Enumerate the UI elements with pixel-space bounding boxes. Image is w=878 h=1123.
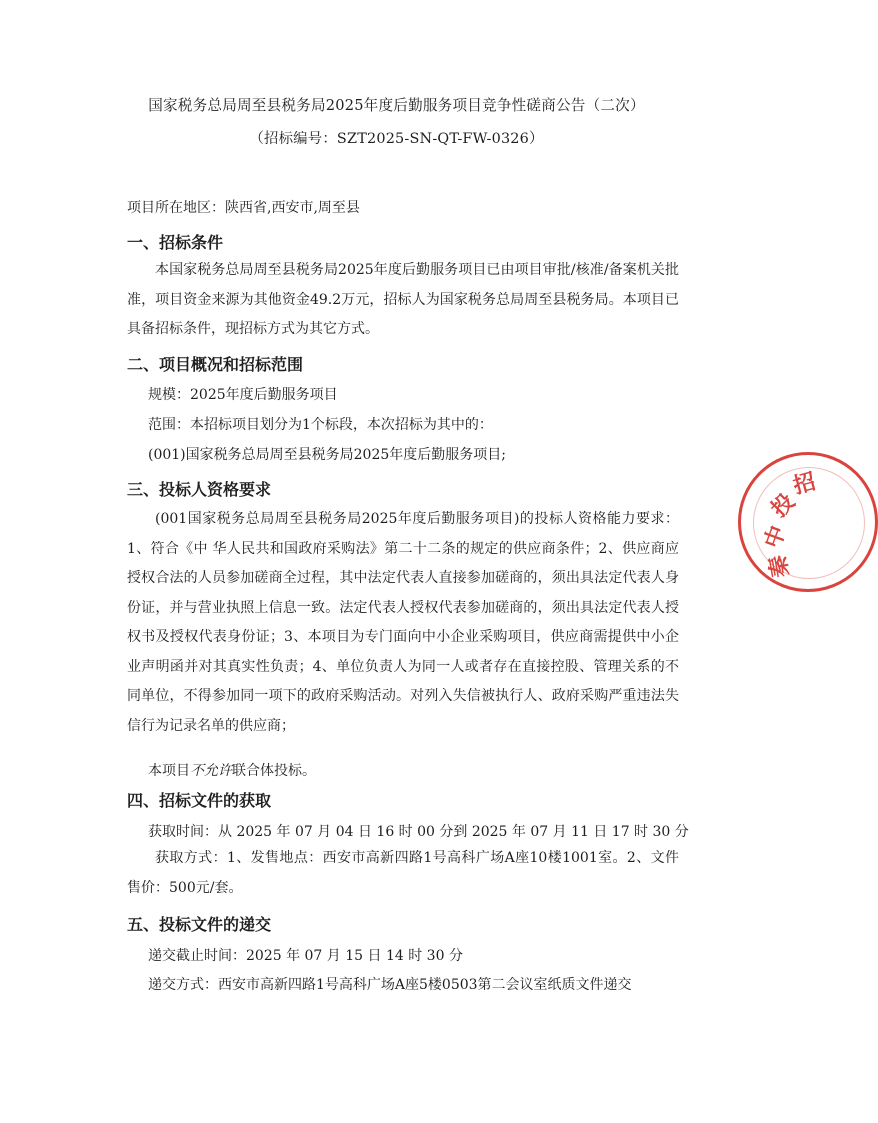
project-region: 项目所在地区：陕西省,西安市,周至县 bbox=[127, 200, 360, 216]
consortium-suffix: 联合体投标。 bbox=[232, 763, 316, 779]
section-5-deadline: 递交截止时间：2025 年 07 月 15 日 14 时 30 分 bbox=[148, 948, 463, 964]
bid-number: （招标编号：SZT2025-SN-QT-FW-0326） bbox=[249, 131, 544, 147]
section-5-heading: 五、投标文件的递交 bbox=[127, 915, 272, 934]
seal-char-4: 秦 bbox=[765, 553, 795, 580]
section-5-method: 递交方式：西安市高新四路1号高科广场A座5楼0503第二会议室纸质文件递交 bbox=[148, 977, 632, 993]
section-4-method: 获取方式：1、发售地点：西安市高新四路1号高科广场A座10楼1001室。2、文件售价：500元/套。 bbox=[127, 850, 679, 896]
section-4-heading: 四、招标文件的获取 bbox=[127, 791, 272, 810]
official-seal-stamp bbox=[738, 452, 878, 592]
section-1-text: 本国家税务总局周至县税务局2025年度后勤服务项目已由项目审批/核准/备案机关批准，项目资金来源为其他资金49.2万元，招标人为国家税务总局周至县税务局。本项目已具备招标条件，现招标方式为其它方式。 bbox=[127, 262, 679, 337]
section-3-heading: 三、投标人资格要求 bbox=[127, 480, 272, 499]
consortium-italic: 不允许 bbox=[190, 763, 232, 779]
section-2-heading: 二、项目概况和招标范围 bbox=[127, 355, 304, 374]
section-2-lot: (001)国家税务总局周至县税务局2025年度后勤服务项目; bbox=[148, 447, 506, 463]
seal-char-2: 投 bbox=[766, 489, 801, 523]
section-1-heading: 一、招标条件 bbox=[127, 233, 224, 252]
seal-char-1: 中 bbox=[760, 522, 792, 552]
seal-char-3: 招 bbox=[790, 469, 819, 500]
section-2-scale: 规模：2025年度后勤服务项目 bbox=[148, 387, 338, 403]
section-3-consortium bbox=[148, 760, 316, 780]
section-2-scope: 范围：本招标项目划分为1个标段，本次招标为其中的： bbox=[148, 417, 493, 433]
section-3-text: (001国家税务总局周至县税务局2025年度后勤服务项目)的投标人资格能力要求：1、符合《中 华人民共和国政府采购法》第二十二条的规定的供应商条件；2、供应商应授权合法的人员参加磋商全过程，其中法定代表人直接参加磋商的，须出具法定代表人身份证，并与营业执照上信息一致。法定代表人授权代表参加磋商的，须出具法定代表人授权书及授权代表身份证；3、本项目为专门面向中小企业采购项目，供应商需提供中小企业声明函并对其真实性负责；4、单位负责人为同一人或者存在直接控股、管理关系的不同单位，不得参加同一项下的政府采购活动。对列入失信被执行人、政府采购严重违法失信行为记录名单的供应商； bbox=[127, 511, 679, 734]
consortium-prefix: 本项目 bbox=[148, 763, 190, 779]
section-4-time: 获取时间：从 2025 年 07 月 04 日 16 时 00 分到 2025 年 07 月 11 日 17 时 30 分 bbox=[148, 824, 689, 840]
document-title: 国家税务总局周至县税务局2025年度后勤服务项目竞争性磋商公告（二次） bbox=[148, 97, 645, 114]
